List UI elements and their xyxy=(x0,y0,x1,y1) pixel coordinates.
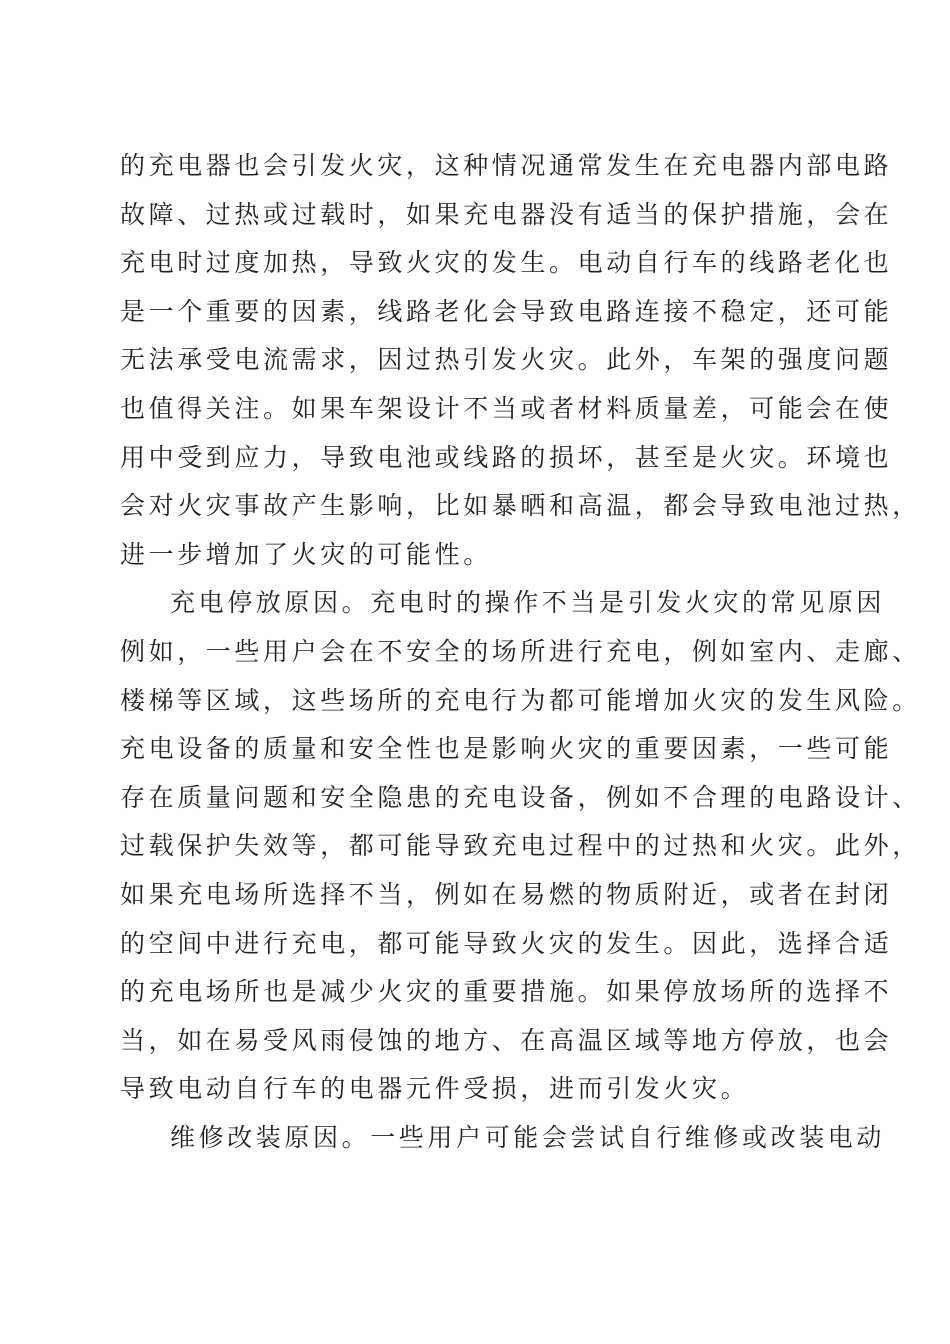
text-line: 充电设备的质量和安全性也是影响火灾的重要因素，一些可能 xyxy=(120,734,893,764)
text-line: 存在质量问题和安全隐患的充电设备，例如不合理的电路设计、 xyxy=(120,782,921,812)
text-line: 充电停放原因。充电时的操作不当是引发火灾的常见原因 xyxy=(170,588,886,618)
text-line: 故障、过热或过载时，如果充电器没有适当的保护措施，会在 xyxy=(120,199,893,229)
text-line: 的充电场所也是减少火灾的重要措施。如果停放场所的选择不 xyxy=(120,977,893,1007)
paragraph-2 xyxy=(120,579,921,1114)
text-line: 用中受到应力，导致电池或线路的损坏，甚至是火灾。环境也 xyxy=(120,442,893,472)
text-line: 无法承受电流需求，因过热引发火灾。此外，车架的强度问题 xyxy=(120,345,893,375)
text-line: 楼梯等区域，这些场所的充电行为都可能增加火灾的发生风险。 xyxy=(120,685,921,715)
text-line: 例如，一些用户会在不安全的场所进行充电，例如室内、走廊、 xyxy=(120,636,921,666)
text-line: 的充电器也会引发火灾，这种情况通常发生在充电器内部电路 xyxy=(120,151,893,180)
paragraph-1 xyxy=(120,142,921,579)
text-line: 进一步增加了火灾的可能性。 xyxy=(120,539,492,569)
text-line: 如果充电场所选择不当，例如在易燃的物质附近，或者在封闭 xyxy=(120,879,893,909)
text-line: 过载保护失效等，都可能导致充电过程中的过热和火灾。此外， xyxy=(120,831,921,861)
body-text xyxy=(120,142,921,1162)
text-line: 也值得关注。如果车架设计不当或者材料质量差，可能会在使 xyxy=(120,393,893,423)
text-line: 的空间中进行充电，都可能导致火灾的发生。因此，选择合适 xyxy=(120,928,893,958)
text-line: 是一个重要的因素，线路老化会导致电路连接不稳定，还可能 xyxy=(120,296,893,326)
text-line: 维修改装原因。一些用户可能会尝试自行维修或改装电动 xyxy=(170,1122,886,1152)
paragraph-3 xyxy=(120,1114,886,1163)
text-line: 导致电动自行车的电器元件受损，进而引发火灾。 xyxy=(120,1074,750,1104)
text-line: 当，如在易受风雨侵蚀的地方、在高温区域等地方停放，也会 xyxy=(120,1025,893,1055)
text-line: 充电时过度加热，导致火灾的发生。电动自行车的线路老化也 xyxy=(120,248,893,278)
text-line: 会对火灾事故产生影响，比如暴晒和高温，都会导致电池过热， xyxy=(120,491,921,521)
